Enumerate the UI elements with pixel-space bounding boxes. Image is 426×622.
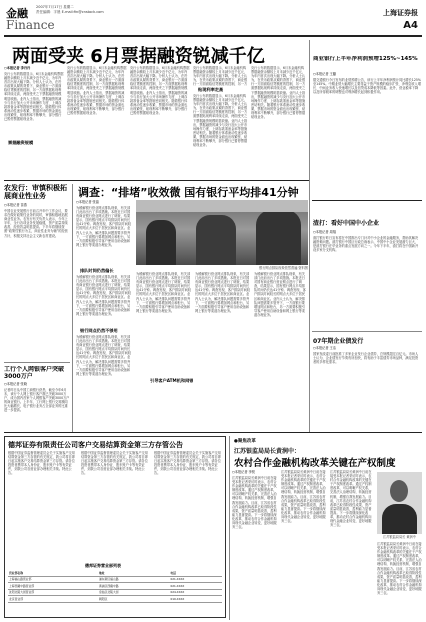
section-rule-1 (4, 180, 309, 181)
lead-body-col5: 央行公布的数据显示，6月末金融机构票据融资余额较上月末减少近千亿元，为年内首次出现大幅下降。分析人士认为，在货币政策从紧的背景下，商业银行一方面面临信贷额度的控制，另一方面票据贴现利率持续走高，两面受夹之下票据融资规模明显收缩。业内人士指出，票据融资的减少与央行加大公开市场操作力度、上调存款准备金率等措施密切相关。随着银行体系流动性逐步收紧，票据市场的资金面也出现紧张，贴现利率不断攀升，部分银行已暂停票据贴现业务。 (251, 66, 306, 120)
left-mid-rule (4, 362, 70, 363)
feature-body-col2: 为缓解银行营业网点排队现象，有关部门此前出台了多项措施。本报近日对国有商业银行营业网点进行了调查，结果显示，国有银行网点平均排队时间仍长达41分钟。调查发现，客户排队时间较长的网点大多位于居民区和商业区。业内人士认为，解决排队问题需要多管齐下，一方面银行要增加网点和柜台，另一方面要积极引导客户使用自助设备和网上银行等渠道办理业务。 (136, 272, 192, 313)
table-cell: 北京营业部 (8, 596, 98, 603)
lead-headline: 两面受夹 6月票据融资锐减千亿 (12, 46, 265, 67)
table-cell: 上海西藏中路营业部 (8, 583, 98, 590)
table-cell: 皇姑区北陵大街 (98, 589, 169, 596)
table-cell: 地址 (98, 570, 169, 576)
feature-body-col1c: 为缓解银行营业网点排队现象，有关部门此前出台了多项措施。本报近日对国有商业银行营业网点进行了调查，结果显示，国有银行网点平均排队时间仍长达41分钟。调查发现，客户排队时间较长的网点大多位于居民区和商业区。业内人士认为，解决排队问题需要多管齐下，一方面银行要增加网点和柜台，另一方面要积极引导客户使用自助设备和网上银行等渠道办理业务。 (76, 335, 132, 376)
right-mid2-headline: 07年期企业债发行 (313, 338, 364, 345)
notice-body-col2: 根据中国证券监督管理委员会关于实施客户交易结算资金第三方存管的有关规定，我公司将自即日起实施客户交易结算资金第三方存管。请各位投资者携带本人身份证、股东账户卡等有效证件，到我公司各营业部办理相关手续。特此公告。 (81, 451, 148, 476)
col-divider-bottom (229, 436, 230, 620)
lead-body-col1: 央行公布的数据显示，6月末金融机构票据融资余额较上月末减少近千亿元，为年内首次出现大幅下降。分析人士认为，在货币政策从紧的背景下，商业银行一方面面临信贷额度的控制，另一方面票据贴现利率持续走高，两面受夹之下票据融资规模明显收缩。业内人士指出，票据融资的减少与央行加大公开市场操作力度、上调存款准备金率等措施密切相关。随着银行体系流动性逐步收紧，票据市场的资金面也出现紧张，贴现利率不断攀升，部分银行已暂停票据贴现业务。 (4, 72, 64, 122)
lead-subhead: 票据融资规模 (8, 140, 34, 145)
table-cell: 黄浦区西藏中路 (98, 583, 169, 590)
feature-body-col1: 为缓解银行营业网点排队现象，有关部门此前出台了多项措施。本报近日对国有商业银行营业网点进行了调查，结果显示，国有银行网点平均排队时间仍长达41分钟。调查发现，客户排队时间较长的网点大多位于居民区和商业区。业内人士认为，解决排队问题需要多管齐下，一方面银行要增加网点和柜台，另一方面要积极引导客户使用自助设备和网上银行等渠道办理业务。 (76, 206, 132, 247)
lead-body-col2: 央行公布的数据显示，6月末金融机构票据融资余额较上月末减少近千亿元，为年内首次出现大幅下降。分析人士认为，在货币政策从紧的背景下，商业银行一方面面临信贷额度的控制，另一方面票据贴现利率持续走高，两面受夹之下票据融资规模明显收缩。业内人士指出，票据融资的减少与央行加大公开市场操作力度、上调存款准备金率等措施密切相关。随着银行体系流动性逐步收紧，票据市场的资金面也出现紧张，贴现利率不断攀升，部分银行已暂停票据贴现业务。 (67, 66, 127, 116)
table-cell: 营业部名称 (8, 570, 98, 576)
bottom-kicker: ●聚焦改革 (234, 439, 256, 444)
bottom-subkicker: 江苏银监局局长黄润中： (234, 448, 301, 455)
notice-box (4, 436, 226, 618)
feature-body-col4: 为缓解银行营业网点排队现象，有关部门此前出台了多项措施。本报近日对国有商业银行营业网点进行了调查，结果显示，国有银行网点平均排队时间仍长达41分钟。调查发现，客户排队时间较长的网点大多位于居民区和商业区。业内人士认为，解决排队问题需要多管齐下，一方面银行要增加网点和柜台，另一方面要积极引导客户使用自助设备和网上银行等渠道办理业务。 (254, 272, 306, 317)
feature-sub2: 银行网点仍然不够用 (80, 328, 118, 333)
date-line: 2007年7月17日 星期二 (36, 5, 74, 9)
lead-body-col3: 央行公布的数据显示，6月末金融机构票据融资余额较上月末减少近千亿元，为年内首次出现大幅下降。分析人士认为，在货币政策从紧的背景下，商业银行一方面面临信贷额度的控制，另一方面票据贴现利率持续走高，两面受夹之下票据融资规模明显收缩。业内人士指出，票据融资的减少与央行加大公开市场操作力度、上调存款准备金率等措施密切相关。随着银行体系流动性逐步收紧，票据市场的资金面也出现紧张，贴现利率不断攀升，部分银行已暂停票据贴现业务。 (130, 66, 190, 116)
right-mid-rule (312, 200, 422, 201)
page-number: A4 (403, 20, 418, 31)
col-divider-right (309, 200, 310, 432)
right-mid-headline: 渣打：看好中国中小企业 (313, 220, 380, 227)
right-mid2-byline: ○本报记者 王洁 (313, 346, 336, 350)
feature-body-col3: 为缓解银行营业网点排队现象，有关部门此前出台了多项措施。本报近日对国有商业银行营业网点进行了调查，结果显示，国有银行网点平均排队时间仍长达41分钟。调查发现，客户排队时间较长的网点大多位于居民区和商业区。业内人士认为，解决排队问题需要多管齐下，一方面银行要增加网点和柜台，另一方面要积极引导客户使用自助设备和网上银行等渠道办理业务。 (195, 272, 251, 313)
right-mid2-rule (312, 331, 422, 332)
table-cell: 朝阳区 (98, 596, 169, 603)
left-mid2-headline: 工行个人网银客户突破3000万户 (4, 366, 65, 380)
table-cell: 021-XXXX (169, 576, 222, 583)
paper-name: 上海证券报 (383, 8, 418, 17)
left-mid-byline: ○本报记者 苗燕 (4, 203, 27, 207)
bottom-body-col1: 江苏银监局局长黄润中日前在接受本报记者采访时表示，农村合作金融机构改革的关键在于产权制度改革。通过产权制度改革，可以明晰产权关系，完善法人治理结构，转换经营机制，增强自我发展能力。目前，江苏省农村合作金融机构改革已取得阶段性成果，资产质量明显改善，盈利能力显著提高。下一步将继续深化改革，推动农村合作金融机构向现代金融企业转变，更好地服务三农。 (232, 476, 277, 530)
notice-table (8, 570, 222, 603)
portrait-photo (377, 472, 422, 534)
col-divider-left (72, 184, 73, 432)
right-mid-byline: ○本报记者 周翔 (313, 230, 336, 234)
feature-sub1: 排队时间仍然偏长 (80, 268, 114, 273)
masthead (4, 2, 422, 36)
left-mid-headline: 农发行：审慎积极拓展商业性业务 (4, 184, 67, 200)
bottom-body-col2: 江苏银监局局长黄润中日前在接受本报记者采访时表示，农村合作金融机构改革的关键在于产权制度改革。通过产权制度改革，可以明晰产权关系，完善法人治理结构，转换经营机制，增强自我发展能力。目前，江苏省农村合作金融机构改革已取得阶段性成果，资产质量明显改善，盈利能力显著提高。下一步将继续深化改革，推动农村合作金融机构向现代金融企业转变，更好地服务三农。 (281, 470, 326, 524)
bottom-body-col3: 江苏银监局局长黄润中日前在接受本报记者采访时表示，农村合作金融机构改革的关键在于产权制度改革。通过产权制度改革，可以明晰产权关系，完善法人治理结构，转换经营机制，增强自我发展能力。目前，江苏省农村合作金融机构改革已取得阶段性成果，资产质量明显改善，盈利能力显著提高。下一步将继续深化改革，推动农村合作金融机构向现代金融企业转变，更好地服务三农。 (330, 470, 372, 528)
feature-photo (136, 200, 308, 265)
feature-body-col1b: 为缓解银行营业网点排队现象，有关部门此前出台了多项措施。本报近日对国有商业银行营业网点进行了调查，结果显示，国有银行网点平均排队时间仍长达41分钟。调查发现，客户排队时间较长的网点大多位于居民区和商业区。业内人士认为，解决排队问题需要多管齐下，一方面银行要增加网点和柜台，另一方面要积极引导客户使用自助设备和网上银行等渠道办理业务。 (76, 275, 132, 316)
bottom-headline: 农村合作金融机构改革关键在产权制度 (234, 458, 396, 469)
feature-caption: 银行网点排队现象依然普遍 资料图 (259, 266, 308, 270)
left-mid2-byline: ○本报记者 张晓 (4, 382, 27, 386)
feature-byline: ○本报记者 张晶 (76, 200, 99, 204)
feature-sub3: 引导客户ATM机和网银 (150, 378, 194, 383)
table-cell: 浦东新区福山路 (98, 576, 169, 583)
right-top-headline: 商业银行上半年净利润预增125%~145% (313, 56, 418, 62)
table-cell: 024-XXXX (169, 589, 222, 596)
section-title-cn: 金融 (6, 7, 28, 20)
table-cell: 沈阳北陵大街营业部 (8, 589, 98, 596)
lead-subhead-2: 贴现利率走高 (198, 87, 224, 92)
feature-headline: 调查：“排堵”收效微 国有银行平均排41分钟 (78, 186, 299, 199)
notice-body-col3: 根据中国证券监督管理委员会关于实施客户交易结算资金第三方存管的有关规定，我公司将自即日起实施客户交易结算资金第三方存管。请各位投资者携带本人身份证、股东账户卡等有效证件，到我公司各营业部办理相关手续。特此公告。 (154, 451, 221, 476)
table-cell: 010-XXXX (169, 596, 222, 603)
right-mid-body: 渣打银行昨日宣布将在中国推出专门针对中小企业的金融服务，帮助其解决融资难问题。渣打银行中国区行政总裁表示，中国中小企业发展潜力巨大，是渣打银行在华业务的重点发展方向之一。今年下半年，渣打将在中国新开设多家分支机构。 (313, 236, 419, 253)
right-top-body: 据交通银行今日发布的业绩预增公告，该行上半年净利润预计同比增长125%至145%。中期业绩大幅增长主要得益于资产规模的稳步扩张、净利息收入增长、中间业务收入快速增长以及信贷成本降低等因素。此外，营业税率下降以及所得税率的调整也对利润增长起到积极作用。 (313, 78, 421, 95)
bottom-byline: ○本报记者 李锐 (232, 470, 255, 474)
lead-byline: ○本报记者 李丹丹 (4, 66, 31, 70)
lead-body-col4b: 央行公布的数据显示，6月末金融机构票据融资余额较上月末减少近千亿元，为年内首次出现大幅下降。分析人士认为，在货币政策从紧的背景下，商业银行一方面面临信贷额度的控制，另一方面票据贴现利率持续走高，两面受夹之下票据融资规模明显收缩。业内人士指出，票据融资的减少与央行加大公开市场操作力度、上调存款准备金率等措施密切相关。随着银行体系流动性逐步收紧，票据市场的资金面也出现紧张，贴现利率不断攀升，部分银行已暂停票据贴现业务。 (193, 94, 248, 148)
table-cell: 021-XXXX (169, 583, 222, 590)
col-divider (309, 40, 310, 200)
left-mid-body: 中国农业发展银行日前召开年中工作会议，要求在做好政策性业务的同时，审慎积极地拓展商业性业务。农发行有关负责人表示，今年上半年，全行各项业务发展稳健，资产质量持续改善，经营效益明显提高。下半年将继续按照“政策性银行为主，商业性业务为辅”的经营方针，积极支持社会主义新农村建设。 (4, 209, 68, 238)
section-title-en: Finance (6, 18, 55, 32)
editor-line: 责任编辑：宇晨 E-mail:fin@cnstock.com (36, 10, 104, 14)
notice-body-col1: 根据中国证券监督管理委员会关于实施客户交易结算资金第三方存管的有关规定，我公司将自即日起实施客户交易结算资金第三方存管。请各位投资者携带本人身份证、股东账户卡等有效证件，到我公司各营业部办理相关手续。特此公告。 (8, 451, 75, 476)
table-row (8, 596, 222, 603)
left-mid2-body: 记者昨日从中国工商银行获悉，截至今年6月末，该行个人网上银行客户数已突破3000万户，成为国内首家个人网银客户突破3000万户的商业银行。上半年，工行网上银行交易额同比大幅增长，电子银行业务占全部业务的比重进一步提高。 (4, 388, 70, 413)
section-rule-2 (4, 432, 422, 433)
bottom-body-col4: 江苏银监局局长黄润中日前在接受本报记者采访时表示，农村合作金融机构改革的关键在于产权制度改革。通过产权制度改革，可以明晰产权关系，完善法人治理结构，转换经营机制，增强自我发展能力。目前，江苏省农村合作金融机构改革已取得阶段性成果，资产质量明显改善，盈利能力显著提高。下一步将继续深化改革，推动农村合作金融机构向现代金融企业转变，更好地服务三农。 (377, 542, 422, 596)
masthead-rule (4, 35, 422, 37)
lead-body-col4: 央行公布的数据显示，6月末金融机构票据融资余额较上月末减少近千亿元，为年内首次出现大幅下降。分析人士认为，在货币政策从紧的背景下，商业银行一方面面临信贷额度的控制，另一方 (193, 66, 248, 86)
table-cell: 电话 (169, 570, 222, 576)
right-mid2-body: 国家发改委日前批准了多家企业发行企业债券，总规模超过百亿元。市场人士认为，企业债发行节奏有所加快，将有助于丰富债券市场品种，满足投资者的多样化需求。 (313, 352, 419, 365)
right-top-byline: ○本报记者 王璐 (313, 72, 336, 76)
table-cell: 上海福山路营业部 (8, 576, 98, 583)
notice-headline: 德邦证券有限责任公司客户交易结算资金第三方存管公告 (8, 441, 183, 449)
portrait-caption: 江苏银监局局长 黄润中 (383, 535, 416, 539)
notice-table-title: 德邦证券营业部列表 (85, 563, 121, 568)
